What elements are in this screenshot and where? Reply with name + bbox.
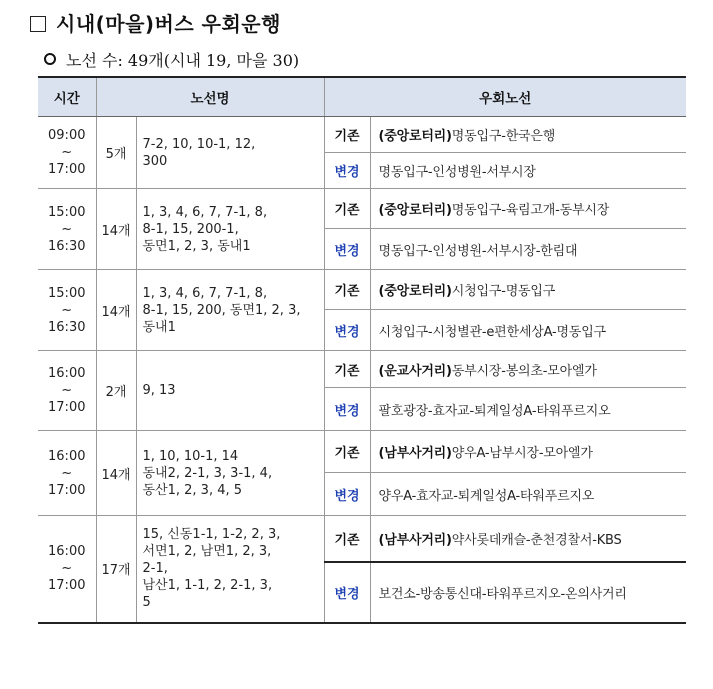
time-start: 16:00 xyxy=(48,448,86,464)
route-names-cell xyxy=(136,516,324,623)
old-route-path: 명동입구-육림고개-동부시장 xyxy=(451,203,610,218)
old-route-path: 동부시장-봉의초-모아엘가 xyxy=(451,363,597,379)
route-line: 1, 10, 10-1, 14 xyxy=(142,448,239,464)
old-route-path: 양우A-남부시장-모아엘가 xyxy=(451,446,593,461)
route-line: 300 xyxy=(142,153,168,169)
route-count-cell: 17개 xyxy=(96,516,136,623)
time-cell xyxy=(38,270,96,351)
time-tilde: ~ xyxy=(61,465,73,481)
new-route-cell: 팔호광장-효자교-퇴계일성A-타워푸르지오 xyxy=(370,388,686,431)
old-route-cell xyxy=(370,117,686,153)
old-route-cell xyxy=(370,516,686,562)
old-route-path: 약사롯데캐슬-춘천경찰서-KBS xyxy=(451,532,622,548)
old-route-path: 시청입구-명동입구 xyxy=(451,284,556,299)
old-route-tag: 기존 xyxy=(324,516,370,562)
time-cell xyxy=(38,351,96,431)
old-route-cell xyxy=(370,189,686,229)
detour-table xyxy=(38,76,686,624)
route-line: 8-1, 15, 200-1, xyxy=(142,221,239,237)
route-names-cell xyxy=(136,431,324,516)
header-time: 시간 xyxy=(38,77,96,117)
time-cell xyxy=(38,117,96,189)
new-route-tag: 변경 xyxy=(324,473,370,516)
table-row xyxy=(38,189,686,229)
route-line: 동산1, 2, 3, 4, 5 xyxy=(142,482,243,498)
route-line: 15, 신동1-1, 1-2, 2, 3, xyxy=(142,527,281,543)
time-cell xyxy=(38,516,96,623)
route-line: 9, 13 xyxy=(142,383,176,398)
old-route-path: 명동입구-한국은행 xyxy=(451,129,556,144)
route-names-cell xyxy=(136,117,324,189)
time-end: 17:00 xyxy=(48,482,86,498)
header-routes: 노선명 xyxy=(96,77,324,117)
time-end: 16:30 xyxy=(48,238,86,254)
table-header-row xyxy=(38,77,686,117)
old-route-point: (중앙로터리) xyxy=(378,284,452,299)
table-body xyxy=(38,117,686,623)
old-route-cell xyxy=(370,351,686,388)
route-line: 7-2, 10, 10-1, 12, xyxy=(142,136,256,152)
table-row xyxy=(38,117,686,153)
new-route-cell: 시청입구-시청별관-e편한세상A-명동입구 xyxy=(370,310,686,351)
new-route-tag: 변경 xyxy=(324,388,370,431)
route-line: 동내2, 2-1, 3, 3-1, 4, xyxy=(142,465,273,481)
checkbox-square-icon xyxy=(30,16,46,32)
new-route-cell: 보건소-방송통신대-타워푸르지오-온의사거리 xyxy=(370,562,686,623)
time-end: 17:00 xyxy=(48,578,86,594)
time-tilde: ~ xyxy=(61,145,73,160)
old-route-tag: 기존 xyxy=(324,189,370,229)
route-line: 동면1, 2, 3, 동내1 xyxy=(142,238,251,254)
route-line: 5 xyxy=(142,595,151,611)
old-route-tag: 기존 xyxy=(324,270,370,310)
page-title xyxy=(30,8,281,37)
new-route-tag: 변경 xyxy=(324,229,370,270)
time-start: 16:00 xyxy=(48,544,86,560)
time-start: 15:00 xyxy=(48,204,86,220)
route-count-cell: 14개 xyxy=(96,270,136,351)
route-line: 2-1, xyxy=(142,561,168,577)
time-tilde: ~ xyxy=(61,302,73,318)
time-start: 09:00 xyxy=(48,128,86,143)
route-names-cell xyxy=(136,351,324,431)
route-line: 동내1 xyxy=(142,319,176,335)
old-route-cell xyxy=(370,431,686,473)
old-route-point: (남부사거리) xyxy=(378,532,452,548)
time-end: 16:30 xyxy=(48,319,86,335)
new-route-tag: 변경 xyxy=(324,153,370,189)
route-count-cell: 2개 xyxy=(96,351,136,431)
route-count-cell: 14개 xyxy=(96,431,136,516)
route-line: 1, 3, 4, 6, 7, 7-1, 8, xyxy=(142,285,268,301)
route-count-cell: 14개 xyxy=(96,189,136,270)
header-detour: 우회노선 xyxy=(324,77,686,117)
old-route-point: (중앙로터리) xyxy=(378,203,452,218)
table-row xyxy=(38,516,686,562)
route-count-line xyxy=(44,48,299,71)
time-end: 17:00 xyxy=(48,162,86,177)
old-route-tag: 기존 xyxy=(324,117,370,153)
new-route-cell: 명동입구-인성병원-서부시장 xyxy=(370,153,686,189)
route-count-text: 노선 수: 49개(시내 19, 마을 30) xyxy=(66,51,300,70)
route-names-cell xyxy=(136,189,324,270)
route-names-cell xyxy=(136,270,324,351)
route-count-cell: 5개 xyxy=(96,117,136,189)
time-cell xyxy=(38,189,96,270)
table-row xyxy=(38,270,686,310)
new-route-tag: 변경 xyxy=(324,310,370,351)
route-line: 남산1, 1-1, 2, 2-1, 3, xyxy=(142,578,273,594)
old-route-tag: 기존 xyxy=(324,351,370,388)
time-start: 16:00 xyxy=(48,366,86,381)
table-row xyxy=(38,351,686,388)
circle-bullet-icon xyxy=(44,53,56,65)
time-cell xyxy=(38,431,96,516)
time-end: 17:00 xyxy=(48,400,86,415)
page-title-text: 시내(마을)버스 우회운행 xyxy=(56,12,281,36)
new-route-cell: 양우A-효자교-퇴계일성A-타워푸르지오 xyxy=(370,473,686,516)
time-tilde: ~ xyxy=(61,561,73,577)
old-route-point: (중앙로터리) xyxy=(378,129,452,144)
time-start: 15:00 xyxy=(48,285,86,301)
old-route-cell xyxy=(370,270,686,310)
time-tilde: ~ xyxy=(61,383,73,398)
route-line: 서면1, 2, 남면1, 2, 3, xyxy=(142,544,272,560)
old-route-tag: 기존 xyxy=(324,431,370,473)
route-line: 1, 3, 4, 6, 7, 7-1, 8, xyxy=(142,204,268,220)
new-route-cell: 명동입구-인성병원-서부시장-한림대 xyxy=(370,229,686,270)
time-tilde: ~ xyxy=(61,221,73,237)
old-route-point: (남부사거리) xyxy=(378,446,452,461)
route-line: 8-1, 15, 200, 동면1, 2, 3, xyxy=(142,302,301,318)
old-route-point: (운교사거리) xyxy=(378,363,452,379)
table-row xyxy=(38,431,686,473)
new-route-tag: 변경 xyxy=(324,562,370,623)
